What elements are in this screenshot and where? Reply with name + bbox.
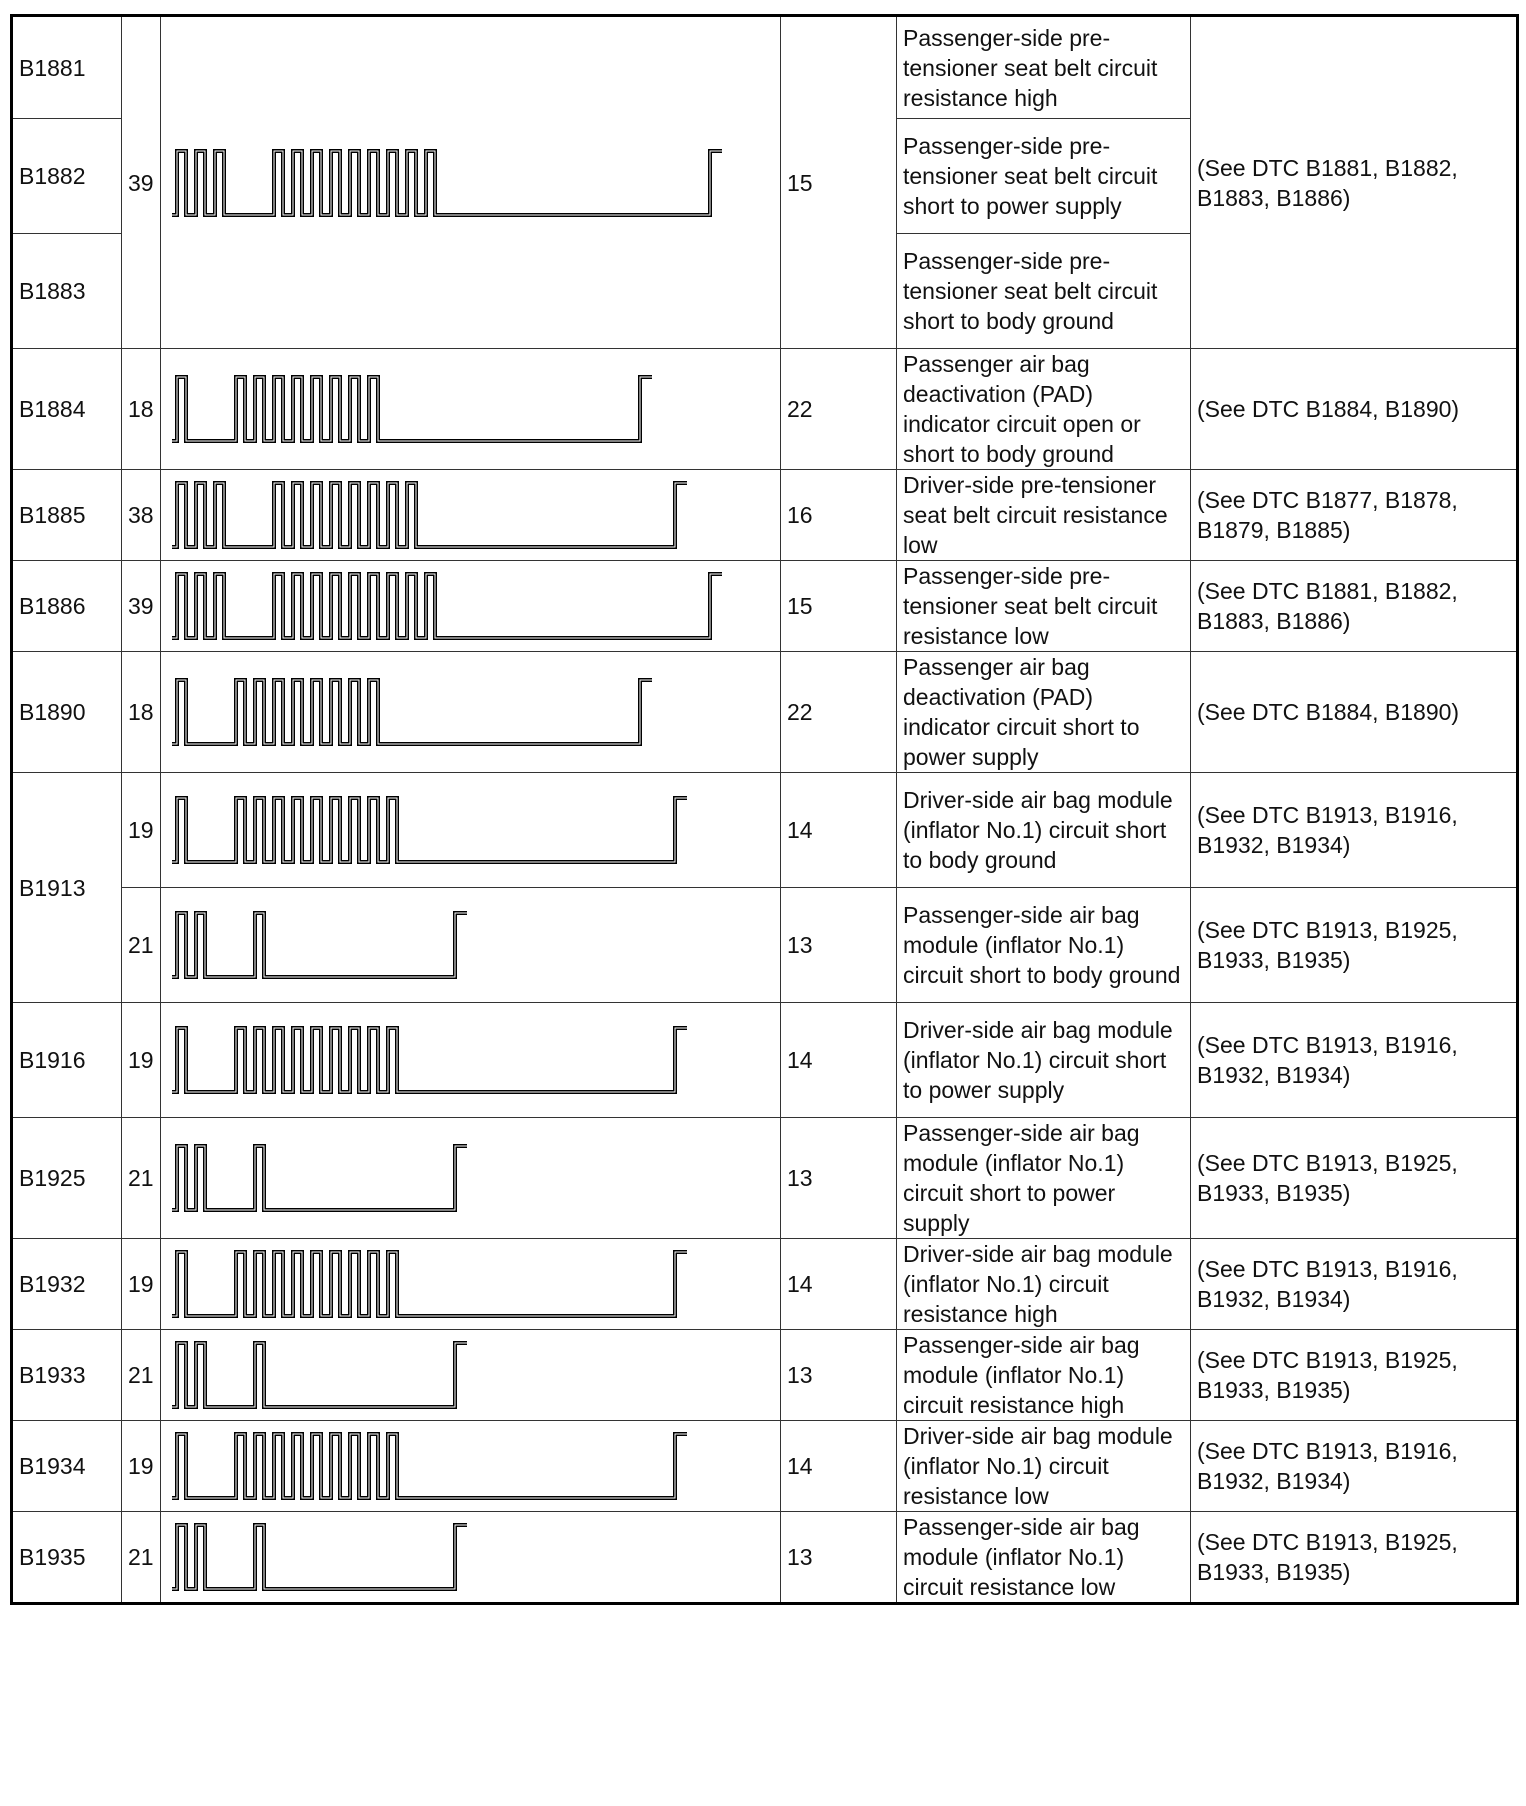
dtc-reference: (See DTC B1913, B1925, B1933, B1935) bbox=[1191, 1330, 1518, 1421]
dtc-code: B1934 bbox=[12, 1421, 122, 1512]
flash-waveform-highlight bbox=[172, 1146, 467, 1210]
flash-waveform-line bbox=[172, 1343, 467, 1407]
dtc-description: Driver-side pre-tensioner seat belt circuit resistance low bbox=[897, 470, 1191, 561]
flash-duration: 14 bbox=[781, 1239, 897, 1330]
flash-duration: 13 bbox=[781, 888, 897, 1003]
flash-count: 38 bbox=[122, 470, 161, 561]
table-row bbox=[12, 1512, 1518, 1604]
flash-waveform bbox=[161, 16, 781, 349]
flash-waveform-graphic bbox=[167, 354, 781, 464]
dtc-description: Passenger-side pre-tensioner seat belt circuit resistance high bbox=[897, 16, 1191, 119]
dtc-description: Driver-side air bag module (inflator No.1) circuit short to body ground bbox=[897, 773, 1191, 888]
dtc-reference: (See DTC B1881, B1882, B1883, B1886) bbox=[1191, 561, 1518, 652]
flash-waveform-graphic bbox=[167, 1515, 781, 1599]
dtc-code: B1886 bbox=[12, 561, 122, 652]
flash-duration: 13 bbox=[781, 1512, 897, 1604]
flash-waveform-graphic bbox=[167, 1333, 781, 1417]
dtc-reference: (See DTC B1913, B1916, B1932, B1934) bbox=[1191, 1239, 1518, 1330]
flash-duration: 13 bbox=[781, 1330, 897, 1421]
dtc-reference: (See DTC B1913, B1916, B1932, B1934) bbox=[1191, 1003, 1518, 1118]
flash-count: 21 bbox=[122, 888, 161, 1003]
table-row bbox=[12, 16, 1518, 119]
flash-count: 39 bbox=[122, 16, 161, 349]
flash-duration: 13 bbox=[781, 1118, 897, 1239]
table-row bbox=[12, 652, 1518, 773]
flash-waveform bbox=[161, 470, 781, 561]
flash-waveform-line bbox=[172, 1252, 687, 1316]
table-row bbox=[12, 1421, 1518, 1512]
dtc-code: B1925 bbox=[12, 1118, 122, 1239]
dtc-reference: (See DTC B1913, B1925, B1933, B1935) bbox=[1191, 888, 1518, 1003]
flash-waveform-graphic bbox=[167, 473, 781, 557]
dtc-code: B1883 bbox=[12, 234, 122, 349]
dtc-code: B1882 bbox=[12, 119, 122, 234]
flash-waveform-graphic bbox=[167, 23, 781, 343]
flash-waveform bbox=[161, 1512, 781, 1604]
flash-waveform-line bbox=[172, 1028, 687, 1092]
dtc-code: B1884 bbox=[12, 349, 122, 470]
table-row bbox=[12, 349, 1518, 470]
dtc-code: B1916 bbox=[12, 1003, 122, 1118]
flash-waveform-highlight bbox=[172, 913, 467, 977]
flash-waveform-line bbox=[172, 680, 652, 744]
flash-duration: 22 bbox=[781, 349, 897, 470]
dtc-description: Passenger-side air bag module (inflator No.1) circuit short to body ground bbox=[897, 888, 1191, 1003]
table-row bbox=[12, 773, 1518, 888]
flash-waveform-highlight bbox=[172, 1343, 467, 1407]
flash-duration: 22 bbox=[781, 652, 897, 773]
flash-waveform-highlight bbox=[172, 1252, 687, 1316]
flash-waveform-graphic bbox=[167, 775, 781, 885]
flash-count: 21 bbox=[122, 1118, 161, 1239]
dtc-reference: (See DTC B1877, B1878, B1879, B1885) bbox=[1191, 470, 1518, 561]
flash-duration: 14 bbox=[781, 1003, 897, 1118]
flash-waveform bbox=[161, 1118, 781, 1239]
dtc-description: Passenger-side air bag module (inflator No.1) circuit short to power supply bbox=[897, 1118, 1191, 1239]
flash-waveform bbox=[161, 1421, 781, 1512]
dtc-description: Driver-side air bag module (inflator No.1) circuit short to power supply bbox=[897, 1003, 1191, 1118]
flash-waveform-line bbox=[172, 1434, 687, 1498]
table-row bbox=[12, 470, 1518, 561]
flash-waveform-graphic bbox=[167, 1005, 781, 1115]
dtc-code: B1913 bbox=[12, 773, 122, 1003]
flash-waveform-line bbox=[172, 151, 722, 215]
dtc-reference: (See DTC B1884, B1890) bbox=[1191, 349, 1518, 470]
flash-waveform-graphic bbox=[167, 564, 781, 648]
flash-waveform-highlight bbox=[172, 1525, 467, 1589]
flash-waveform-line bbox=[172, 483, 687, 547]
dtc-reference: (See DTC B1913, B1925, B1933, B1935) bbox=[1191, 1512, 1518, 1604]
dtc-reference: (See DTC B1913, B1916, B1932, B1934) bbox=[1191, 1421, 1518, 1512]
flash-waveform-highlight bbox=[172, 1434, 687, 1498]
dtc-code: B1932 bbox=[12, 1239, 122, 1330]
table-row bbox=[12, 1003, 1518, 1118]
dtc-code: B1933 bbox=[12, 1330, 122, 1421]
flash-waveform bbox=[161, 888, 781, 1003]
flash-waveform-highlight bbox=[172, 798, 687, 862]
dtc-reference: (See DTC B1884, B1890) bbox=[1191, 652, 1518, 773]
flash-waveform-graphic bbox=[167, 890, 781, 1000]
dtc-code: B1935 bbox=[12, 1512, 122, 1604]
flash-waveform bbox=[161, 652, 781, 773]
table-row bbox=[12, 1118, 1518, 1239]
flash-waveform bbox=[161, 1330, 781, 1421]
dtc-flash-pattern-table bbox=[10, 14, 1519, 1605]
dtc-description: Driver-side air bag module (inflator No.1) circuit resistance low bbox=[897, 1421, 1191, 1512]
dtc-reference: (See DTC B1913, B1916, B1932, B1934) bbox=[1191, 773, 1518, 888]
flash-waveform-line bbox=[172, 1146, 467, 1210]
flash-count: 18 bbox=[122, 349, 161, 470]
dtc-reference: (See DTC B1881, B1882, B1883, B1886) bbox=[1191, 16, 1518, 349]
flash-waveform-highlight bbox=[172, 574, 722, 638]
dtc-reference: (See DTC B1913, B1925, B1933, B1935) bbox=[1191, 1118, 1518, 1239]
flash-waveform bbox=[161, 349, 781, 470]
flash-waveform bbox=[161, 773, 781, 888]
flash-waveform-graphic bbox=[167, 1123, 781, 1233]
flash-waveform-graphic bbox=[167, 657, 781, 767]
flash-count: 21 bbox=[122, 1512, 161, 1604]
dtc-description: Driver-side air bag module (inflator No.1) circuit resistance high bbox=[897, 1239, 1191, 1330]
dtc-code: B1885 bbox=[12, 470, 122, 561]
flash-count: 18 bbox=[122, 652, 161, 773]
flash-duration: 14 bbox=[781, 773, 897, 888]
flash-duration: 16 bbox=[781, 470, 897, 561]
flash-duration: 15 bbox=[781, 561, 897, 652]
flash-waveform-line bbox=[172, 798, 687, 862]
flash-duration: 15 bbox=[781, 16, 897, 349]
table-row bbox=[12, 561, 1518, 652]
flash-count: 39 bbox=[122, 561, 161, 652]
flash-waveform-line bbox=[172, 377, 652, 441]
flash-waveform-graphic bbox=[167, 1424, 781, 1508]
dtc-code: B1890 bbox=[12, 652, 122, 773]
flash-duration: 14 bbox=[781, 1421, 897, 1512]
dtc-description: Passenger-side air bag module (inflator No.1) circuit resistance low bbox=[897, 1512, 1191, 1604]
flash-waveform-line bbox=[172, 1525, 467, 1589]
flash-waveform-highlight bbox=[172, 483, 687, 547]
flash-waveform bbox=[161, 1239, 781, 1330]
table-row bbox=[12, 1330, 1518, 1421]
table-row bbox=[12, 1239, 1518, 1330]
flash-count: 21 bbox=[122, 1330, 161, 1421]
flash-count: 19 bbox=[122, 1239, 161, 1330]
flash-count: 19 bbox=[122, 1003, 161, 1118]
flash-waveform-highlight bbox=[172, 151, 722, 215]
flash-waveform bbox=[161, 1003, 781, 1118]
table-row bbox=[12, 888, 1518, 1003]
dtc-code: B1881 bbox=[12, 16, 122, 119]
flash-count: 19 bbox=[122, 773, 161, 888]
flash-count: 19 bbox=[122, 1421, 161, 1512]
flash-waveform-line bbox=[172, 574, 722, 638]
flash-waveform-line bbox=[172, 913, 467, 977]
flash-waveform-graphic bbox=[167, 1242, 781, 1326]
dtc-description: Passenger-side air bag module (inflator No.1) circuit resistance high bbox=[897, 1330, 1191, 1421]
dtc-description: Passenger-side pre-tensioner seat belt circuit short to power supply bbox=[897, 119, 1191, 234]
dtc-description: Passenger air bag deactivation (PAD) indicator circuit open or short to body ground bbox=[897, 349, 1191, 470]
flash-waveform bbox=[161, 561, 781, 652]
flash-waveform-highlight bbox=[172, 1028, 687, 1092]
dtc-description: Passenger-side pre-tensioner seat belt circuit resistance low bbox=[897, 561, 1191, 652]
dtc-description: Passenger-side pre-tensioner seat belt circuit short to body ground bbox=[897, 234, 1191, 349]
dtc-description: Passenger air bag deactivation (PAD) indicator circuit short to power supply bbox=[897, 652, 1191, 773]
